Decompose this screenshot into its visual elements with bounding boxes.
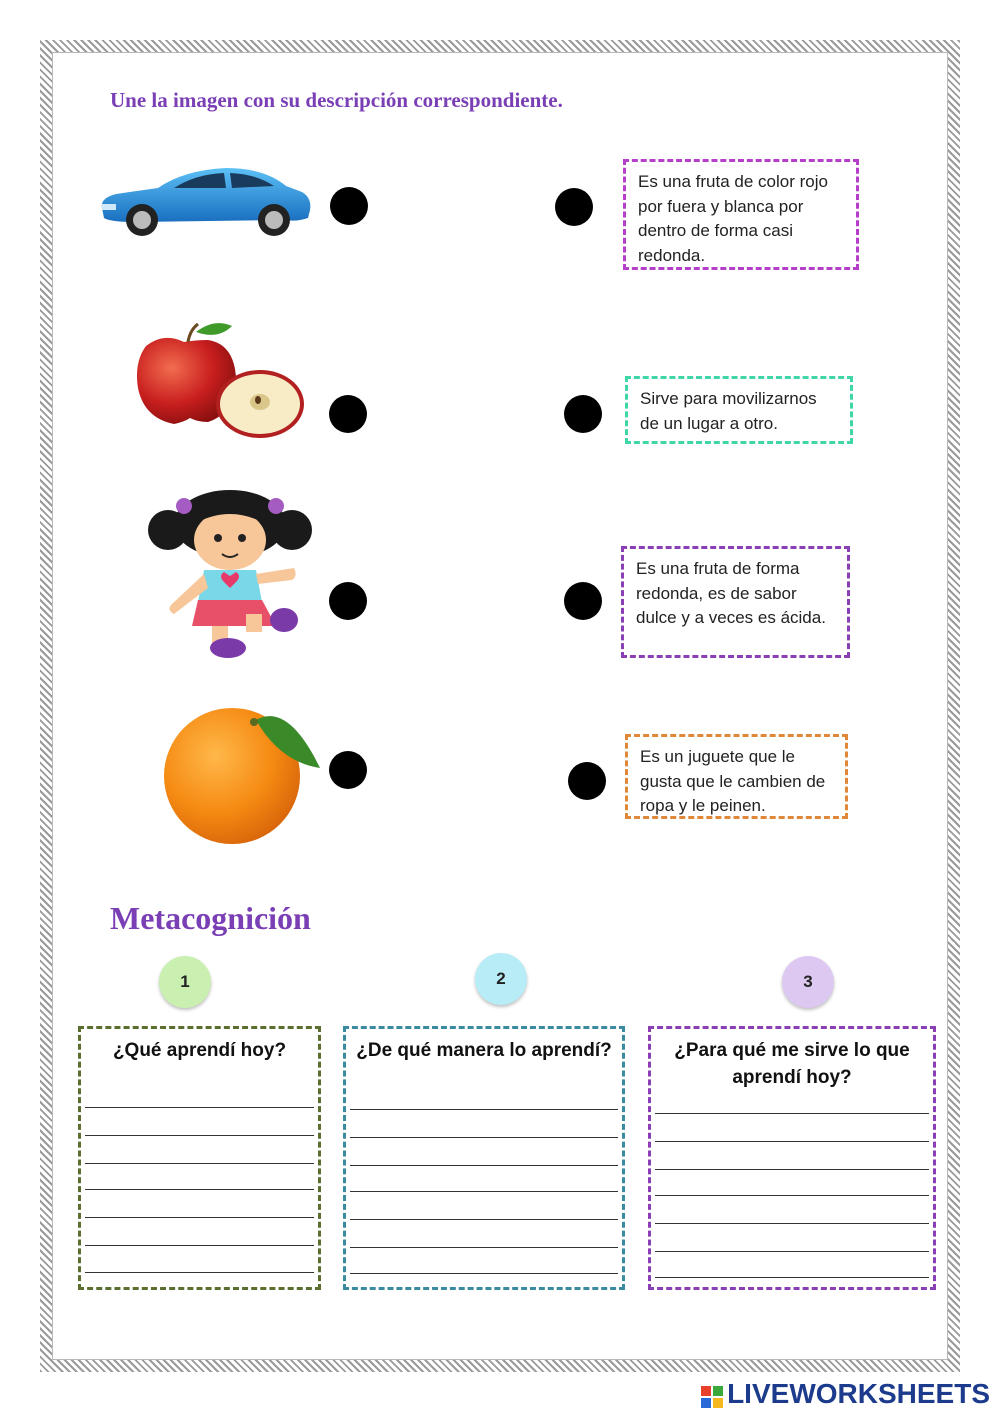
description-text-2: Sirve para movilizarnos de un lugar a otro. [640, 389, 817, 433]
connector-dot-desc-1[interactable] [555, 188, 593, 226]
connector-dot-desc-4[interactable] [568, 762, 606, 800]
question-text-3: ¿Para qué me sirve lo que aprendí hoy? [674, 1040, 910, 1088]
connector-dot-desc-2[interactable] [564, 395, 602, 433]
liveworksheets-logo-icon [701, 1383, 723, 1405]
description-box-3 [621, 546, 850, 658]
connector-dot-orange[interactable] [329, 751, 367, 789]
description-box-1 [623, 159, 859, 270]
answer-line[interactable] [350, 1219, 618, 1220]
question-box-1[interactable] [78, 1026, 321, 1290]
answer-line[interactable] [85, 1107, 314, 1108]
description-box-4 [625, 734, 848, 819]
answer-line[interactable] [655, 1113, 929, 1114]
answer-line[interactable] [85, 1189, 314, 1190]
metacognition-title: Metacognición [110, 900, 311, 936]
answer-line[interactable] [350, 1247, 618, 1248]
description-box-2 [625, 376, 853, 444]
question-text-2: ¿De qué manera lo aprendí? [356, 1040, 612, 1061]
car-icon [96, 164, 314, 240]
answer-line[interactable] [655, 1195, 929, 1196]
liveworksheets-logo-text: LIVEWORKSHEETS [727, 1378, 990, 1409]
answer-line[interactable] [350, 1165, 618, 1166]
doll-icon [146, 484, 314, 660]
answer-line[interactable] [85, 1163, 314, 1164]
description-text-4: Es un juguete que le gusta que le cambien de ropa y le peinen. [640, 747, 826, 815]
question-box-3[interactable] [648, 1026, 936, 1290]
liveworksheets-logo [701, 1378, 990, 1410]
answer-line[interactable] [85, 1245, 314, 1246]
apple-icon [134, 318, 306, 444]
description-text-3: Es una fruta de forma redonda, es de sabor dulce y a veces es ácida. [636, 559, 826, 627]
question-text-1: ¿Qué aprendí hoy? [112, 1040, 287, 1061]
answer-line[interactable] [85, 1217, 314, 1218]
orange-icon [160, 698, 324, 848]
description-text-1: Es una fruta de color rojo por fuera y blanca por dentro de forma casi redonda. [638, 172, 828, 265]
connector-dot-apple[interactable] [329, 395, 367, 433]
step-number-3: 3 [782, 956, 834, 1008]
answer-line[interactable] [655, 1169, 929, 1170]
answer-line[interactable] [655, 1277, 929, 1278]
answer-line[interactable] [85, 1135, 314, 1136]
step-number-1: 1 [159, 956, 211, 1008]
connector-dot-car[interactable] [330, 187, 368, 225]
answer-line[interactable] [655, 1141, 929, 1142]
answer-line[interactable] [350, 1109, 618, 1110]
answer-line[interactable] [350, 1191, 618, 1192]
answer-line[interactable] [85, 1272, 314, 1273]
step-number-2: 2 [475, 953, 527, 1005]
answer-line[interactable] [350, 1137, 618, 1138]
answer-line[interactable] [350, 1273, 618, 1274]
instruction-text: Une la imagen con su descripción correspondiente. [110, 88, 563, 112]
question-box-2[interactable] [343, 1026, 625, 1290]
connector-dot-doll[interactable] [329, 582, 367, 620]
answer-line[interactable] [655, 1223, 929, 1224]
answer-line[interactable] [655, 1251, 929, 1252]
connector-dot-desc-3[interactable] [564, 582, 602, 620]
